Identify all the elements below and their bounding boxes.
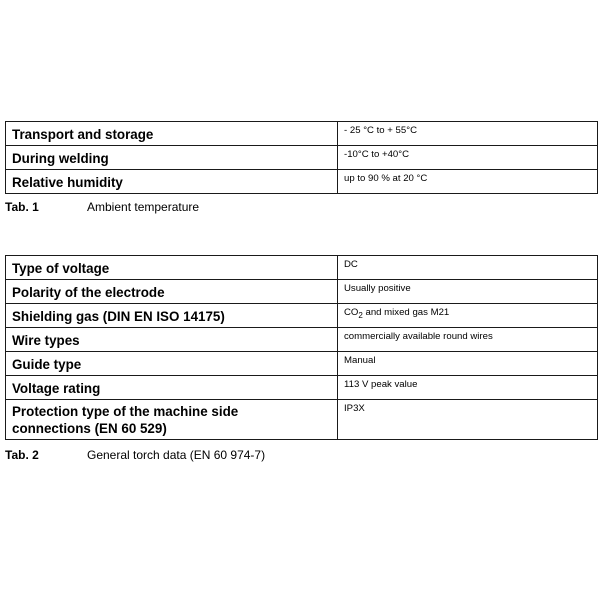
row-label: Voltage rating xyxy=(6,376,338,400)
table-row xyxy=(6,352,598,376)
row-value: -10°C to +40°C xyxy=(338,146,598,170)
row-label: Relative humidity xyxy=(6,170,338,194)
table-row xyxy=(6,122,598,146)
row-label: Shielding gas (DIN EN ISO 14175) xyxy=(6,304,338,328)
row-label: Transport and storage xyxy=(6,122,338,146)
row-value: Manual xyxy=(338,352,598,376)
row-value: DC xyxy=(338,256,598,280)
gas-formula: CO xyxy=(344,307,359,318)
table-row xyxy=(6,328,598,352)
table-caption xyxy=(5,198,199,216)
row-value: 113 V peak value xyxy=(338,376,598,400)
caption-text: Ambient temperature xyxy=(87,200,200,214)
row-value: commercially available round wires xyxy=(338,328,598,352)
row-value: IP3X xyxy=(338,400,598,440)
torch-data-table xyxy=(5,255,598,440)
table-row xyxy=(6,376,598,400)
row-value xyxy=(338,304,598,328)
row-value: Usually positive xyxy=(338,280,598,304)
row-value: up to 90 % at 20 °C xyxy=(338,170,598,194)
row-label-line: Protection type of the machine side xyxy=(12,404,239,419)
row-label: Guide type xyxy=(6,352,338,376)
table-row xyxy=(6,170,598,194)
table-row xyxy=(6,304,598,328)
row-label: Wire types xyxy=(6,328,338,352)
caption-number: Tab. 1 xyxy=(5,200,39,214)
ambient-temperature-table xyxy=(5,121,598,194)
row-label xyxy=(6,400,338,440)
caption-number: Tab. 2 xyxy=(5,448,39,462)
table-row xyxy=(6,256,598,280)
row-label: During welding xyxy=(6,146,338,170)
row-label: Type of voltage xyxy=(6,256,338,280)
table-row xyxy=(6,280,598,304)
table-row xyxy=(6,400,598,440)
gas-formula-subscript: 2 xyxy=(358,310,363,320)
row-label-line: connections (EN 60 529) xyxy=(12,421,167,436)
table-caption xyxy=(5,446,265,464)
row-label: Polarity of the electrode xyxy=(6,280,338,304)
gas-description: and mixed gas M21 xyxy=(362,307,450,318)
caption-text: General torch data (EN 60 974-7) xyxy=(87,448,266,462)
table-row xyxy=(6,146,598,170)
row-value: - 25 °C to + 55°C xyxy=(338,122,598,146)
